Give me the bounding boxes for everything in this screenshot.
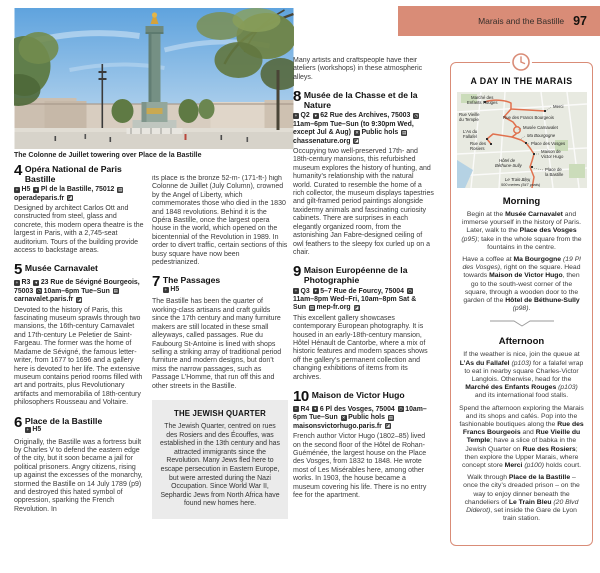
map-label: Enfants Rouges	[466, 100, 498, 105]
map-label: Place de	[544, 167, 562, 172]
map-ref-icon	[25, 427, 31, 433]
entry-number: 4	[14, 164, 22, 179]
day-in-the-marais-panel	[450, 62, 593, 546]
afternoon-paragraph: Walk through Place de la Bastille – once the city’s dreaded prison – on the way to enjoy dinner beneath the chandeliers of Le Train Bleu (20 Blvd Diderot), set inside the Gare de Lyon train station.	[463, 474, 580, 523]
hours-icon	[407, 288, 413, 294]
morning-paragraph: Begin at the Musée Carnavalet and immerse yourself in the history of Paris. Later, walk to the Place des Vosges (p95); take in the whole square from the fountains in the centre.	[461, 211, 582, 251]
location-icon	[312, 406, 318, 412]
entry-info: +H5 ▾ Pl de la Bastille, 75012▤operadeparis.fr◪	[14, 186, 145, 203]
map-label: Victor Hugo	[540, 154, 563, 159]
map-label: du Temple	[458, 117, 479, 122]
entry-title: Musée de la Chasse et de la Nature	[303, 90, 418, 110]
map-label: Rosiers	[469, 146, 485, 151]
jewish-quarter-box	[152, 400, 288, 519]
entry-title: Place de la Bastille	[24, 415, 103, 426]
afternoon-paragraph: Spend the afternoon exploring the Marais and its shops and cafés. Pop into the fashionable boutiques along the Rue des Francs Bourgeois and Rue Vieille du Temple; have a slice of babka in the Jewish Quarter on Rue des Rosiers; then explore the Upper Marais, where concept store Merci (p100) holds court.	[459, 404, 584, 470]
map-label: Maison de	[540, 149, 561, 154]
entry-body: This excellent gallery showcases contemporary European photography. It is housed in an early-18th-century mansion, Hôtel Hénault de Cantorbe, where a mix of historic features and modern spaces shows off the gallery’s permanent collection and changing exhibitions of items from its archives.	[293, 314, 428, 381]
entry-info: +R4 ▾ 6 Pl des Vosges, 75004◷ 10am–6pm Tue–Sun ✕ Public hols▤maisonsvictorhugo.paris.fr◪	[293, 406, 434, 431]
afternoon-paragraph: If the weather is nice, join the queue at L’As du Fallafel (p103) for a falafel wrap to eat in nearby square Charles-Victor Langlois. Otherwise, head for the Marché des Enfants Rouges (p103) and its international food stalls.	[459, 351, 584, 400]
entry-info: +H5	[163, 286, 220, 294]
extra-icon	[354, 305, 360, 311]
page-header	[398, 6, 600, 36]
map-ref-icon	[293, 113, 299, 119]
map-label: Merci	[552, 104, 564, 109]
website-icon	[401, 130, 407, 136]
map-ref-icon	[14, 187, 20, 193]
closed-icon	[354, 130, 360, 136]
extra-icon	[353, 138, 359, 144]
website-icon	[117, 187, 123, 193]
entry-continuation: its place is the bronze 52-m- (171-ft-) high Colonne de Juillet (July Column), crowned by the Angel of Liberty, which commemorates those who died in the 1830 and 1848 revolutions. Behind it is the Opéra Bastille, once the largest opera house in the world, which opened on the bicentennial of the Revolution in 1989. In order to divert traffic, certain sections of this busy square have now been pedestrianized.	[152, 175, 288, 267]
entry-number: 10	[293, 387, 309, 405]
entry-number: 9	[293, 263, 301, 281]
extra-icon	[76, 297, 82, 303]
hours-icon	[413, 113, 419, 119]
map-label: Rue Vieille	[458, 112, 479, 117]
entry-the-passages	[152, 275, 288, 390]
text-column-3	[293, 57, 434, 573]
map-label: Musée Carnavalet	[522, 125, 558, 130]
website-icon	[388, 415, 394, 421]
entry-title: The Passages	[162, 275, 221, 286]
entry-title: Musée Carnavalet	[24, 263, 98, 274]
entry-number: 6	[14, 413, 22, 431]
entry-title: Maison de Victor Hugo	[311, 389, 405, 400]
website-icon	[309, 305, 315, 311]
map-ref-icon	[293, 406, 299, 412]
map-label: Marché des	[470, 95, 493, 100]
website-icon	[113, 288, 119, 294]
map-ref-icon	[293, 288, 299, 294]
hours-icon	[398, 406, 404, 412]
location-icon	[33, 187, 39, 193]
entry-maison-de-victor-hugo	[293, 387, 434, 500]
bastille-column-photo	[14, 8, 294, 149]
entry-body: French author Victor Hugo (1802–85) lived on the second floor of the Hôtel de Rohan-Guéménée, the largest house on the Place des Vosges, from 1832 to 1848. He wrote most of Les Misérables here, among other works. In 1903, the house became a museum covering his life. There is no entry fee for the apartment.	[293, 433, 427, 500]
location-icon	[313, 288, 319, 294]
location-icon	[313, 113, 319, 119]
map-label: L’As du	[462, 129, 477, 134]
entry-body: Originally, the Bastille was a fortress built by Charles V to defend the eastern edge of the city, but it soon became a jail for political prisoners. Angry citizens, rising up against the excesses of the monarchy, stormed the Bastille on 14 July 1789 (p9) and destroyed this hated symbol of oppression, sparking the French Revolution. In	[14, 438, 143, 513]
location-icon	[33, 280, 39, 286]
entry-opera-national-paris-bastille	[14, 164, 145, 255]
entry-musee-de-la-chasse	[293, 90, 434, 257]
entry-info: +Q2 ▾ 62 Rue des Archives, 75003◷11am–6pm Tue–Sun (to 9:30pm Wed, except Jul & Aug) ✕ Public hols▤chassenature.org◪	[293, 112, 434, 146]
entry-info: +R3 ▾ 23 Rue de Sévigné Bourgeois, 75003 ◷ 10am–6pm Tue–Sun▤carnavalet.paris.fr◪	[14, 279, 145, 304]
entry-body: The Bastille has been the quarter of working-class artisans and craft guilds since the 17th century and many furniture makers are still located in these small alleyways, called passages. Rue du Faubourg St-Antoine is lined with shops selling a striking array of traditional period furniture and modern designs, but don’t miss the narrow passages, such as Passage L’Homme, that run off this and other streets in the Bastille.	[152, 298, 282, 390]
map-label: la Bastille	[544, 172, 563, 177]
map-label: Ma Bourgogne	[526, 133, 555, 138]
text-column-1	[14, 164, 145, 573]
map-label: 500 metres (547 yards)	[500, 183, 540, 187]
map-label: Béthune-Sully	[494, 163, 522, 168]
chapter-title: Marais and the Bastille	[478, 16, 565, 26]
morning-heading: Morning	[502, 196, 541, 207]
map-label: Le Train Bleu	[504, 177, 530, 182]
entry-info: +Q3 ▾ 5–7 Rue de Fourcy, 75004◷11am–8pm Wed–Fri, 10am–8pm Sat & Sun ▤ mep-fr.org◪	[293, 288, 434, 313]
clock-icon	[510, 51, 532, 73]
map-label: Rue des	[469, 141, 486, 146]
photo-caption: The Colonne de Juillet towering over Place de la Bastille	[14, 152, 202, 159]
map-ref-icon	[163, 287, 169, 293]
morning-paragraph: Have a coffee at Ma Bourgogne (19 Pl des Vosges), right on the square. Head towards Maison de Victor Hugo, then go to the south-west corner of the square, through a wooden door to the garden of the Hôtel de Béthune-Sully (p98).	[462, 256, 581, 313]
entry-info: +H5	[25, 426, 102, 434]
map-label: Fallafel	[462, 134, 477, 139]
entry-maison-europeenne-photographie	[293, 265, 434, 382]
extra-icon	[385, 423, 391, 429]
entry-musee-carnavalet	[14, 263, 145, 407]
extra-icon	[67, 195, 73, 201]
afternoon-heading: Afternoon	[498, 336, 545, 348]
page-number: 97	[573, 14, 587, 28]
entry-place-de-la-bastille	[14, 413, 145, 515]
map-ref-icon	[14, 280, 20, 286]
text-column-2	[152, 175, 288, 573]
section-divider	[490, 320, 554, 328]
panel-title: A DAY IN THE MARAIS	[470, 76, 573, 86]
box-body: The Jewish Quarter, centred on rues des Rosiers and des Écouffes, was established in the 13th century and has attracted immigrants since the Revolution. Many Jews fled here to escape persecution in Eastern Europe, but were arrested during the Nazi Occupation. Since World War II, Sephardic Jews from North Africa have found new homes here.	[160, 422, 280, 508]
entry-number: 5	[14, 261, 22, 279]
entry-body: Devoted to the history of Paris, this fascinating museum sprawls through two mansions, the 16th-century Carnavalet and 17th-century Le Peletier de Saint-Fargeau. The former was the home of Madame de Sévigné, the famous letter-writer, from 1677 to 1696 and a gallery here is devoted to her life. The extensive museum contains period rooms filled with art and portraits, plus Revolutionary artifacts and memorabilia of 18th-century philosophers Rousseau and Voltaire.	[14, 306, 143, 407]
entry-title: Opéra National de Paris Bastille	[24, 164, 122, 184]
map-label: Hôtel de	[498, 158, 515, 163]
entry-body: Occupying two well-preserved 17th- and 18th-century mansions, this refurbished museum explores the history of hunting, and humanity’s relationship with the natural world. Curated to resemble the home of a rich collector, the museum displays tapestries and gilt-framed period paintings alongside taxidermy animals and fascinating curiosity cabinets. There are surprises in each elegantly organized room, from the astonishing Jan Fabre-designed ceiling of owl feathers to the sleepy fox curled up on a chair.	[293, 148, 434, 256]
hours-icon	[36, 288, 42, 294]
entry-number: 8	[293, 88, 301, 106]
closed-icon	[341, 415, 347, 421]
box-title: THE JEWISH QUARTER	[174, 408, 266, 418]
entry-continuation: Many artists and craftspeople have their ateliers (workshops) in these atmospheric alleys.	[293, 57, 423, 81]
entry-title: Maison Européenne de la Photographie	[303, 265, 408, 285]
marais-itinerary-map	[457, 92, 587, 188]
entry-number: 7	[152, 273, 160, 291]
map-label: Rue des Francs Bourgeois	[502, 115, 554, 120]
entry-body: Designed by architect Carlos Ott and constructed from steel, glass and concrete, this modern opera theatre is the largest in Paris, with a 2,745-seat auditorium. Tours of the building provide access to backstage areas.	[14, 205, 144, 255]
map-label: Place des Vosges	[530, 141, 565, 146]
